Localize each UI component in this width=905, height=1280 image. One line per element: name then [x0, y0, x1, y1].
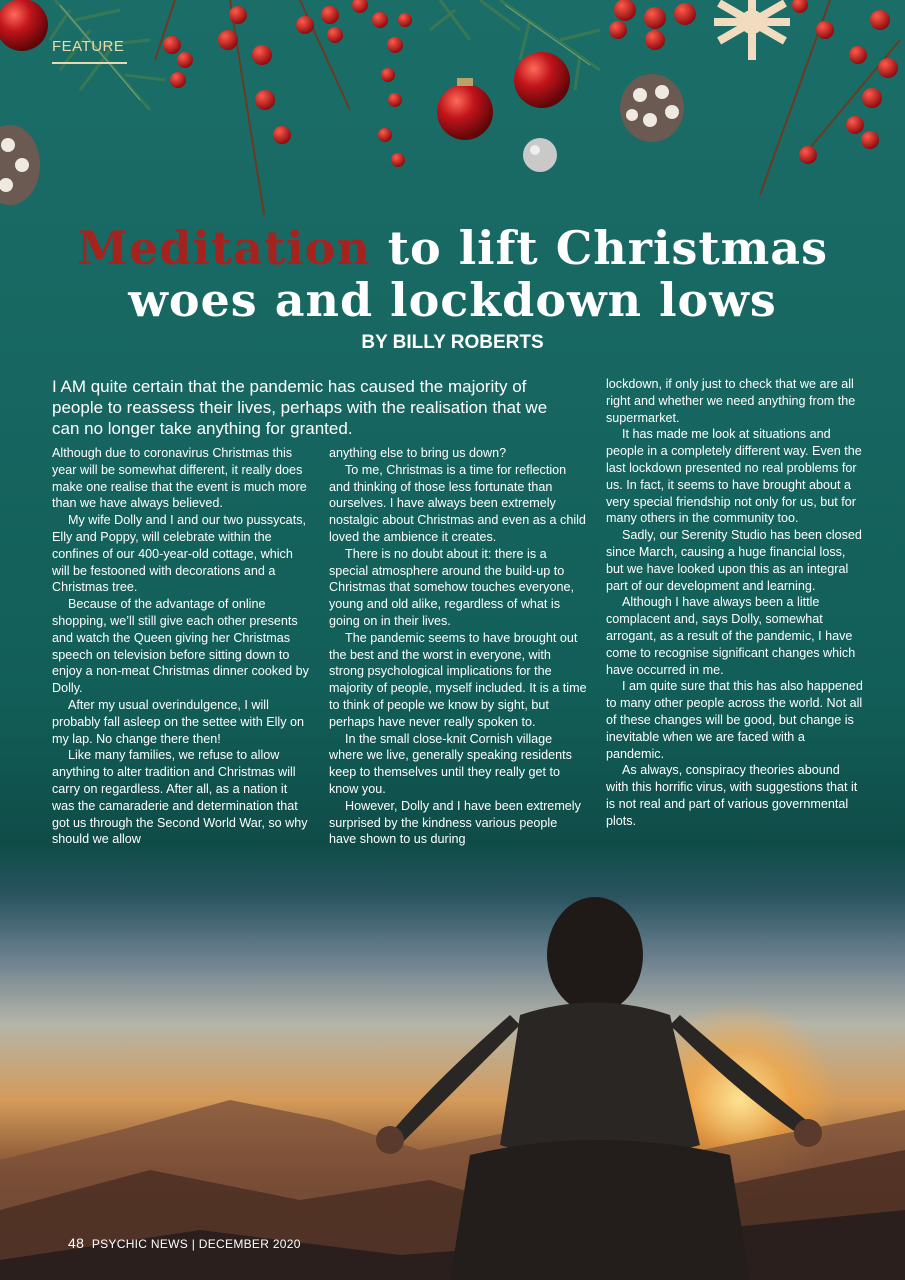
- title-line1: to lift Christmas: [370, 221, 828, 275]
- paragraph: Because of the advantage of online shopping, we’ll still give each other presents and watch the Queen giving her Christmas speech on television before sitting down to enjoy a non-meat Christmas dinner cooked by Dolly.: [52, 597, 309, 696]
- paragraph: anything else to bring us down?: [329, 446, 507, 460]
- article-title: [40, 222, 865, 326]
- paragraph: In the small close-knit Cornish village where we live, generally speaking residents keep to themselves until they really get to know you.: [329, 731, 572, 796]
- paragraph: My wife Dolly and I and our two pussycats, Elly and Poppy, will celebrate within the confines of our 400-year-old cottage, which will be festooned with decorations and a Christmas tree.: [52, 513, 306, 595]
- paragraph: However, Dolly and I have been extremely surprised by the kindness various people have shown to us during: [329, 798, 581, 847]
- page-number: 48: [68, 1235, 85, 1251]
- section-label: FEATURE: [52, 38, 125, 55]
- article-column-3: [606, 376, 864, 830]
- paragraph: Although I have always been a little complacent and, says Dolly, somewhat arrogant, as a result of the pandemic, I have come to recognise significant changes which have occurred in me.: [606, 595, 856, 677]
- paragraph: It has made me look at situations and people in a completely different way. Even the last lockdown presented no real problems for us. In fact, it seems to have brought about a very special friendship not only for us, but for many others in the community too.: [606, 427, 862, 526]
- paragraph: To me, Christmas is a time for reflection and thinking of those less fortunate than ourselves. I have always been extremely nostalgic about Christmas and even as a child loved the ambience it creates.: [329, 462, 586, 544]
- publication-info: PSYCHIC NEWS | DECEMBER 2020: [91, 1237, 301, 1251]
- page-footer: [68, 1235, 301, 1251]
- paragraph: As always, conspiracy theories abound with this horrific virus, with suggestions that it is not real and part of various governmental plots.: [606, 763, 858, 828]
- christmas-decorations-icon: [0, 0, 905, 215]
- lead-paragraph: I AM quite certain that the pandemic has caused the majority of people to reassess their lives, perhaps with the realisation that we can no longer take anything for granted.: [52, 377, 548, 438]
- title-highlight: Meditation: [77, 221, 371, 275]
- paragraph: I am quite sure that this has also happened to many other people across the world. Not all of these changes will be good, but change is inevitable when we are faced with a pandemic.: [606, 679, 863, 761]
- paragraph: Although due to coronavirus Christmas this year will be somewhat different, it really does make one realise that the event is much more than we have always believed.: [52, 446, 307, 511]
- title-line2: woes and lockdown lows: [128, 273, 777, 327]
- section-label-underline: [52, 62, 127, 64]
- byline: BY BILLY ROBERTS: [361, 332, 544, 353]
- meditating-man-sunset-icon: [370, 895, 830, 1280]
- paragraph: Sadly, our Serenity Studio has been closed since March, causing a huge financial loss, but we have looked upon this as an integral part of our development and learning.: [606, 528, 862, 593]
- paragraph: After my usual overindulgence, I will probably fall asleep on the settee with Elly on my lap. No change there then!: [52, 697, 305, 746]
- paragraph: lockdown, if only just to check that we are all right and whether we need anything from the supermarket.: [606, 377, 856, 425]
- article-column-1: [52, 445, 310, 848]
- paragraph: There is no doubt about it: there is a special atmosphere around the build-up to Christmas that somehow touches everyone, young and old alike, regardless of what is going on in their lives.: [329, 546, 574, 628]
- paragraph: The pandemic seems to have brought out the best and the worst in everyone, with strong psychological implications for the majority of people, myself included. It is a time to think of people we know by sight, but perhaps have never really spoken to.: [329, 630, 587, 729]
- paragraph: Like many families, we refuse to allow anything to alter tradition and Christmas will carry on regardless. After all, as a nation it was the camaraderie and determination that got us through the Second World War, so why should we allow: [52, 748, 308, 847]
- article-column-2: [329, 445, 587, 848]
